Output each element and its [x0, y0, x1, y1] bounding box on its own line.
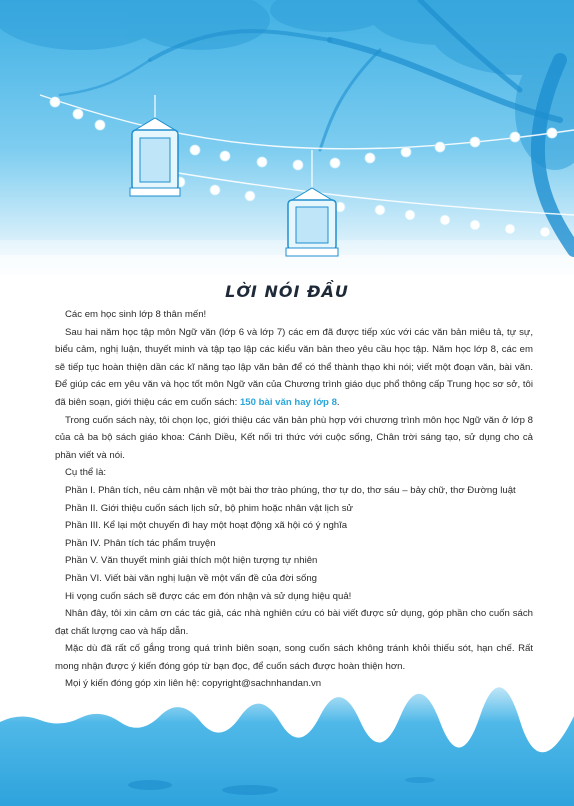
intro-paragraph — [55, 324, 533, 412]
intro-text: Sau hai năm học tập môn Ngữ văn (lớp 6 và lớp 7) các em đã được tiếp xúc với các văn bản miêu tả, tự sự, biểu cảm, nghị luận, thuyết minh và tập tạo lập các kiểu văn bản theo yêu cầu học tập. Năm học lớp 8, các em sẽ tiếp tục hoàn thiện dần các kĩ năng tạo lập văn bản để có thể thành thạo khi nói; viết một đoạn văn, bài văn. Để giúp các em yêu văn và học tốt môn Ngữ văn của Chương trình giáo dục phổ thông cấp Trung học sơ sở, tôi đã biên soạn, giới thiệu các em cuốn sách: — [55, 326, 533, 408]
part-item-4: Phần IV. Phân tích tác phẩm truyện — [65, 537, 216, 549]
selection-paragraph: Trong cuốn sách này, tôi chọn lọc, giới thiệu các văn bản phù hợp với chương trình môn học Ngữ văn ở lớp 8 của cả ba bộ sách giáo khoa: Cánh Diều, Kết nối tri thức với cuộc sống, Chân trời sáng tạo, sử dụng cho cả phần viết và nói. — [55, 414, 533, 461]
specifically-paragraph: Cụ thể là: — [65, 467, 107, 479]
hope-paragraph: Hi vọng cuốn sách sẽ được các em đón nhận và sử dụng hiệu quả! — [65, 590, 352, 602]
book-title: 150 bài văn hay lớp 8 — [239, 396, 337, 408]
part-item-6: Phần VI. Viết bài văn nghị luận về một vấn đề của đời sống — [65, 572, 317, 584]
apology-paragraph: Mặc dù đã rất cố gắng trong quá trình biên soạn, song cuốn sách không tránh khỏi thiếu sót, hạn chế. Rất mong nhận được ý kiến đóng góp từ bạn đọc, để cuốn sách được hoàn thiện hơn. — [55, 643, 533, 672]
part-item-3: Phần III. Kể lại một chuyến đi hay một hoạt động xã hội có ý nghĩa — [65, 520, 348, 532]
greeting-paragraph: Các em học sinh lớp 8 thân mến! — [65, 309, 207, 320]
page-title: LỜI NÓI ĐẦU — [225, 282, 349, 301]
thanks-paragraph: Nhân đây, tôi xin cảm ơn các tác giả, các nhà nghiên cứu có bài viết được sử dụng, góp phần cho cuốn sách đạt chất lượng cao và hấp dẫn. — [55, 608, 533, 637]
part-item-1: Phần I. Phân tích, nêu cảm nhận về một bài thơ trào phúng, thơ tự do, thơ sáu – bảy chữ, thơ Đường luật — [65, 484, 516, 496]
part-item-2: Phần II. Giới thiệu cuốn sách lịch sử, bộ phim hoặc nhân vật lịch sử — [65, 502, 353, 514]
contact-paragraph: Mọi ý kiến đóng góp xin liên hệ: copyright@sachnhandan.vn — [65, 678, 322, 690]
part-item-5: Phần V. Văn thuyết minh giải thích một hiện tượng tự nhiên — [65, 555, 318, 567]
preface-body — [55, 306, 533, 693]
intro-end: . — [336, 396, 340, 408]
